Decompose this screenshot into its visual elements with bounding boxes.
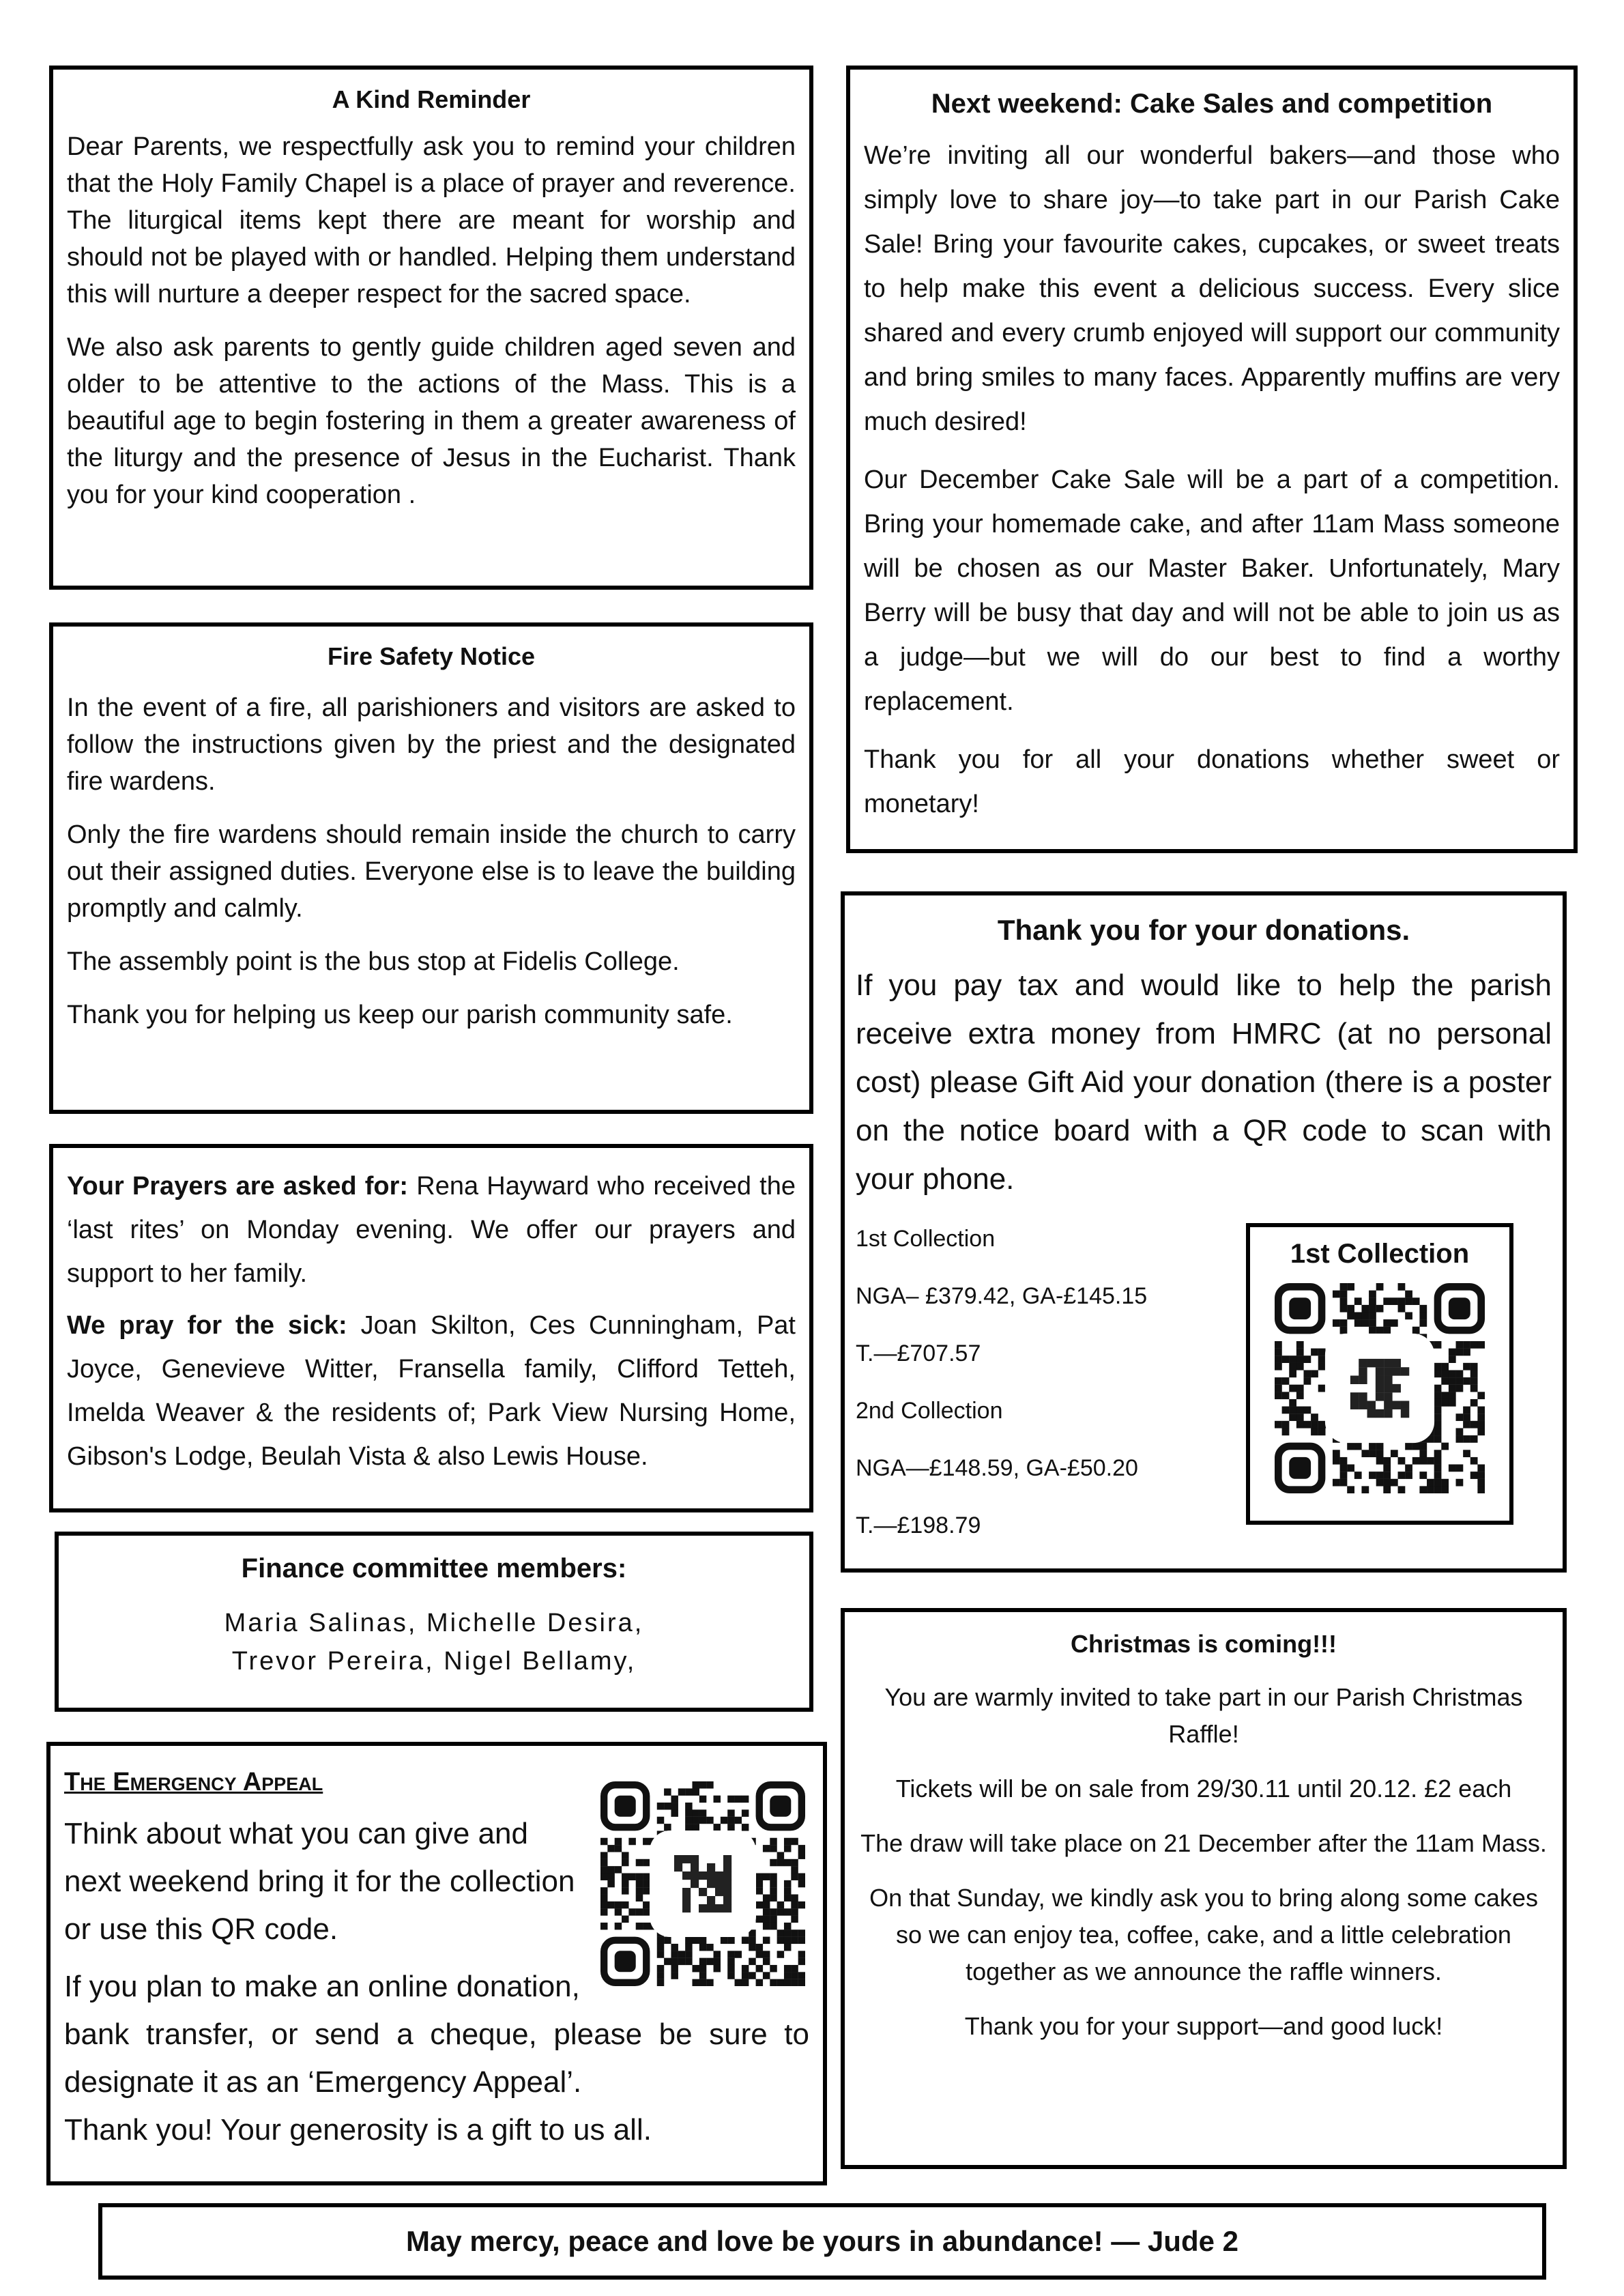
fire-safety-paragraph-1: In the event of a fire, all parishioners and visitors are asked to follow the instructions given by the priest and the designated fire wardens.	[67, 693, 796, 796]
christmas-title: Christmas is coming!!!	[1070, 1630, 1337, 1658]
fire-safety-assembly-point: The assembly point is the bus stop at Fidelis College.	[67, 947, 680, 976]
emergency-appeal-title: The Emergency Appeal	[64, 1768, 323, 1796]
prayers-requested-label: Your Prayers are asked for:	[67, 1172, 409, 1201]
christmas-ticket-info: Tickets will be on sale from 29/30.11 until 20.12. £2 each	[895, 1775, 1512, 1803]
prayers-sick-text: Joan Skilton, Ces Cunningham, Pat Joyce, Genevieve Witter, Fransella family, Clifford Tetteh, Imelda Weaver & the residents of; Park View Nursing Home, Gibson's Lodge, Beulah Vista & also Lewis House.	[67, 1311, 796, 1471]
fire-safety-paragraph-2: Only the fire wardens should remain inside the church to carry out their assigned duties. Everyone else is to leave the building promptly and calmly.	[67, 820, 796, 923]
first-collection-values: NGA– £379.42, GA-£145.15	[856, 1283, 1148, 1309]
fire-safety-thanks: Thank you for helping us keep our parish community safe.	[67, 1001, 733, 1029]
emergency-appeal-box	[46, 1742, 827, 2185]
first-collection-label: 1st Collection	[856, 1226, 996, 1252]
cake-sales-paragraph-1: We’re inviting all our wonderful bakers—and those who simply love to share joy—to take part in our Parish Cake Sale! Bring your favourite cakes, cupcakes, or sweet treats to help make this event a delicious success. Every slice shared and every crumb enjoyed will support our community and bring smiles to many faces. Apparently muffins are very much desired!	[864, 141, 1560, 436]
prayers-sick-label: We pray for the sick:	[67, 1311, 347, 1340]
finance-committee-members-line-2: Trevor Pereira, Nigel Bellamy,	[231, 1647, 637, 1676]
fire-safety-box	[49, 622, 813, 1114]
footer-verse-box	[98, 2203, 1546, 2280]
finance-committee-members-line-1: Maria Salinas, Michelle Desira,	[224, 1609, 644, 1637]
christmas-thanks: Thank you for your support—and good luck!	[964, 2012, 1443, 2040]
christmas-cakes-request: On that Sunday, we kindly ask you to bring along some cakes so we can enjoy tea, coffee, cake, and a little celebration together as we announce the raffle winners.	[869, 1884, 1538, 1985]
cake-sales-paragraph-3: Thank you for all your donations whether sweet or monetary!	[864, 745, 1560, 818]
second-collection-label: 2nd Collection	[856, 1398, 1003, 1424]
kind-reminder-paragraph-1: Dear Parents, we respectfully ask you to remind your children that the Holy Family Chapel is a place of prayer and reverence. The liturgical items kept there are meant for worship and should not be played with or handled. Helping them understand this will nurture a deeper respect for the sacred space.	[67, 132, 796, 308]
cake-sales-paragraph-2: Our December Cake Sale will be a part of a competition. Bring your homemade cake, and after 11am Mass someone will be chosen as our Master Baker. Unfortunately, Mary Berry will be busy that day and will not be able to join us as a judge—but we will do our best to find a worthy replacement.	[864, 465, 1560, 716]
kind-reminder-title: A Kind Reminder	[332, 85, 531, 113]
prayers-box	[49, 1144, 813, 1512]
finance-committee-title: Finance committee members:	[241, 1553, 627, 1583]
kind-reminder-paragraph-2: We also ask parents to gently guide children aged seven and older to be attentive to the actions of the Mass. This is a beautiful age to begin fostering in them a greater awareness of the liturgy and the presence of Jesus in the Eucharist. Thank you for your kind cooperation .	[67, 333, 796, 509]
first-collection-qr-panel	[1246, 1223, 1513, 1525]
emergency-appeal-line-5: bank transfer, or send a cheque, please be sure to designate it as an ‘Emergency Appeal’.	[64, 2018, 809, 2099]
footer-verse: May mercy, peace and love be yours in abundance! — Jude 2	[406, 2225, 1238, 2257]
donations-title: Thank you for your donations.	[997, 914, 1410, 946]
cake-sales-title: Next weekend: Cake Sales and competition	[931, 89, 1493, 119]
christmas-raffle-invite: You are warmly invited to take part in our Parish Christmas Raffle!	[884, 1683, 1523, 1748]
emergency-appeal-line-6: Thank you! Your generosity is a gift to us all.	[64, 2113, 652, 2147]
second-collection-total: T.—£198.79	[856, 1512, 981, 1538]
emergency-appeal-line-1: Think about what you can give and	[64, 1817, 529, 1850]
emergency-appeal-qr-code[interactable]	[600, 1781, 805, 1986]
prayers-sick	[67, 1304, 796, 1478]
qr-code-graphic	[600, 1781, 805, 1986]
emergency-appeal-line-3: or use this QR code.	[64, 1912, 338, 1946]
first-collection-qr-code[interactable]	[1275, 1283, 1485, 1493]
prayers-requested-text: Rena Hayward who received the ‘last rites’ on Monday evening. We offer our prayers and support to her family.	[67, 1172, 796, 1288]
christmas-box	[841, 1608, 1567, 2169]
donations-box	[841, 891, 1567, 1573]
prayers-requested	[67, 1164, 796, 1295]
cake-sales-box	[846, 66, 1578, 853]
fire-safety-title: Fire Safety Notice	[327, 642, 536, 670]
second-collection-values: NGA—£148.59, GA-£50.20	[856, 1455, 1138, 1481]
christmas-draw-info: The draw will take place on 21 December after the 11am Mass.	[860, 1829, 1547, 1857]
donations-gift-aid-text: If you pay tax and would like to help the parish receive extra money from HMRC (at no personal cost) please Gift Aid your donation (there is a poster on the notice board with a QR code to scan with your phone.	[856, 968, 1552, 1196]
emergency-appeal-line-2: next weekend bring it for the collection	[64, 1865, 575, 1898]
first-collection-total: T.—£707.57	[856, 1340, 981, 1366]
first-collection-qr-caption: 1st Collection	[1290, 1239, 1470, 1269]
qr-code-graphic	[1275, 1283, 1485, 1493]
emergency-appeal-line-4: If you plan to make an online donation,	[64, 1970, 580, 2003]
finance-committee-box	[55, 1532, 813, 1712]
kind-reminder-box	[49, 66, 813, 590]
